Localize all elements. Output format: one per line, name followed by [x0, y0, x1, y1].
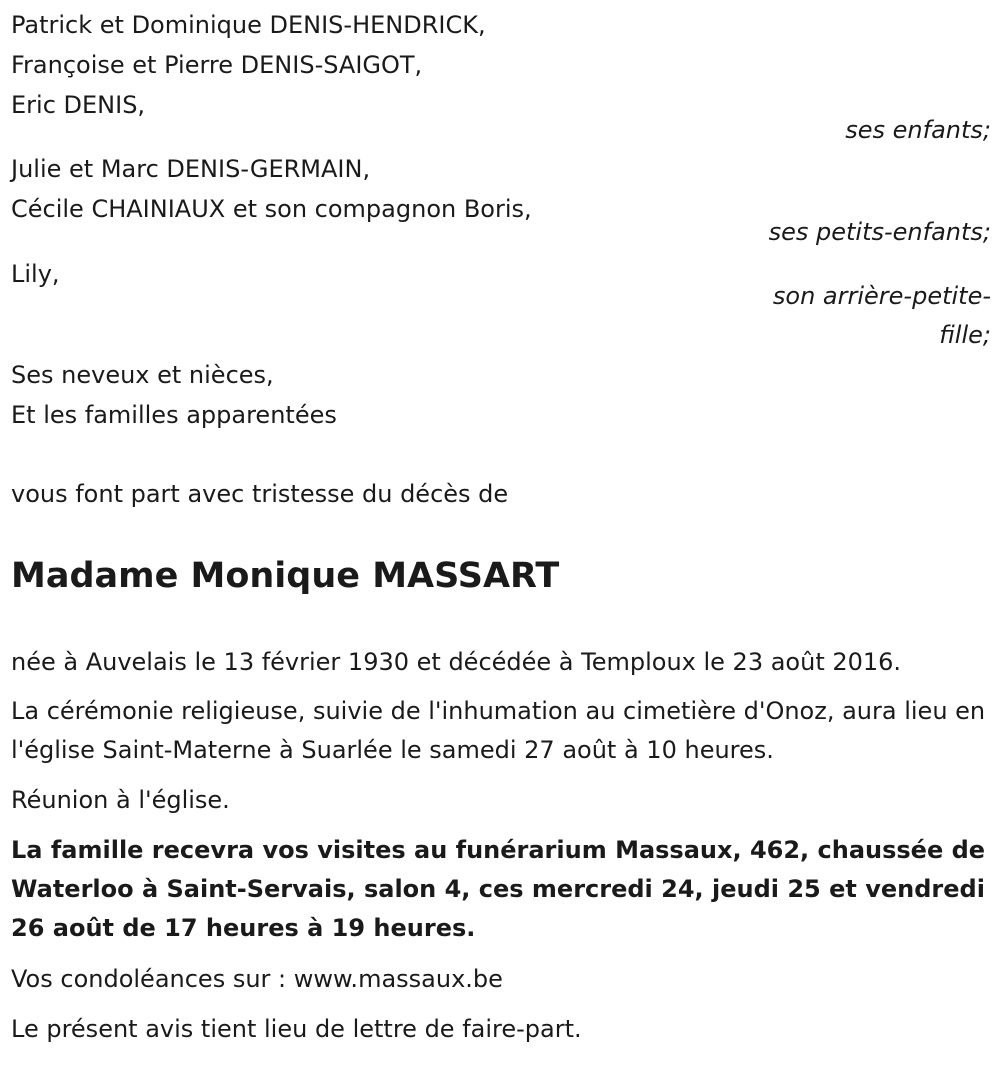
child-line: Patrick et Dominique DENIS-HENDRICK, [11, 11, 486, 39]
children-role [691, 110, 991, 150]
relatives-line: Et les familles apparentées [11, 401, 337, 429]
condolences-text: Vos condoléances sur : www.massaux.be [11, 965, 503, 993]
deceased-name: Madame Monique MASSART [11, 556, 560, 596]
great-grandchildren-role-label: fille; [939, 321, 991, 349]
visits-text: La famille recevra vos visites au funérarium Massaux, 462, chaussée de Waterloo à Saint-Servais, salon 4, ces mercredi 24, jeudi 25 et vendredi 26 août de 17 heures à 19 heures. [11, 836, 986, 942]
grandchildren-role [691, 212, 991, 252]
grandchildren-role-label: ses petits-enfants; [768, 218, 991, 246]
birth-death-text: née à Auvelais le 13 février 1930 et décédée à Temploux le 23 août 2016. [11, 648, 902, 676]
child-line: Françoise et Pierre DENIS-SAIGOT, [11, 51, 423, 79]
announcement [11, 474, 991, 514]
relatives-list [11, 355, 991, 435]
child-line: Eric DENIS, [11, 91, 146, 119]
notice-text: Le présent avis tient lieu de lettre de faire-part. [11, 1015, 582, 1043]
great-grandchildren-role [691, 276, 991, 355]
meeting-text: Réunion à l'église. [11, 786, 230, 814]
grandchild-line: Julie et Marc DENIS-GERMAIN, [11, 155, 371, 183]
great-grandchildren-role-label: son arrière-petite- [772, 282, 991, 310]
great-grandchild-line: Lily, [11, 260, 60, 288]
children-role-label: ses enfants; [845, 116, 991, 144]
announcement-text: vous font part avec tristesse du décès de [11, 480, 509, 508]
grandchild-line: Cécile CHAINIAUX et son compagnon Boris, [11, 195, 532, 223]
children-list [11, 5, 991, 125]
ceremony-text: La cérémonie religieuse, suivie de l'inhumation au cimetière d'Onoz, aura lieu en l'église Saint-Materne à Suarlée le samedi 27 août à 10 heures. [11, 697, 986, 764]
relatives-line: Ses neveux et nièces, [11, 361, 274, 389]
